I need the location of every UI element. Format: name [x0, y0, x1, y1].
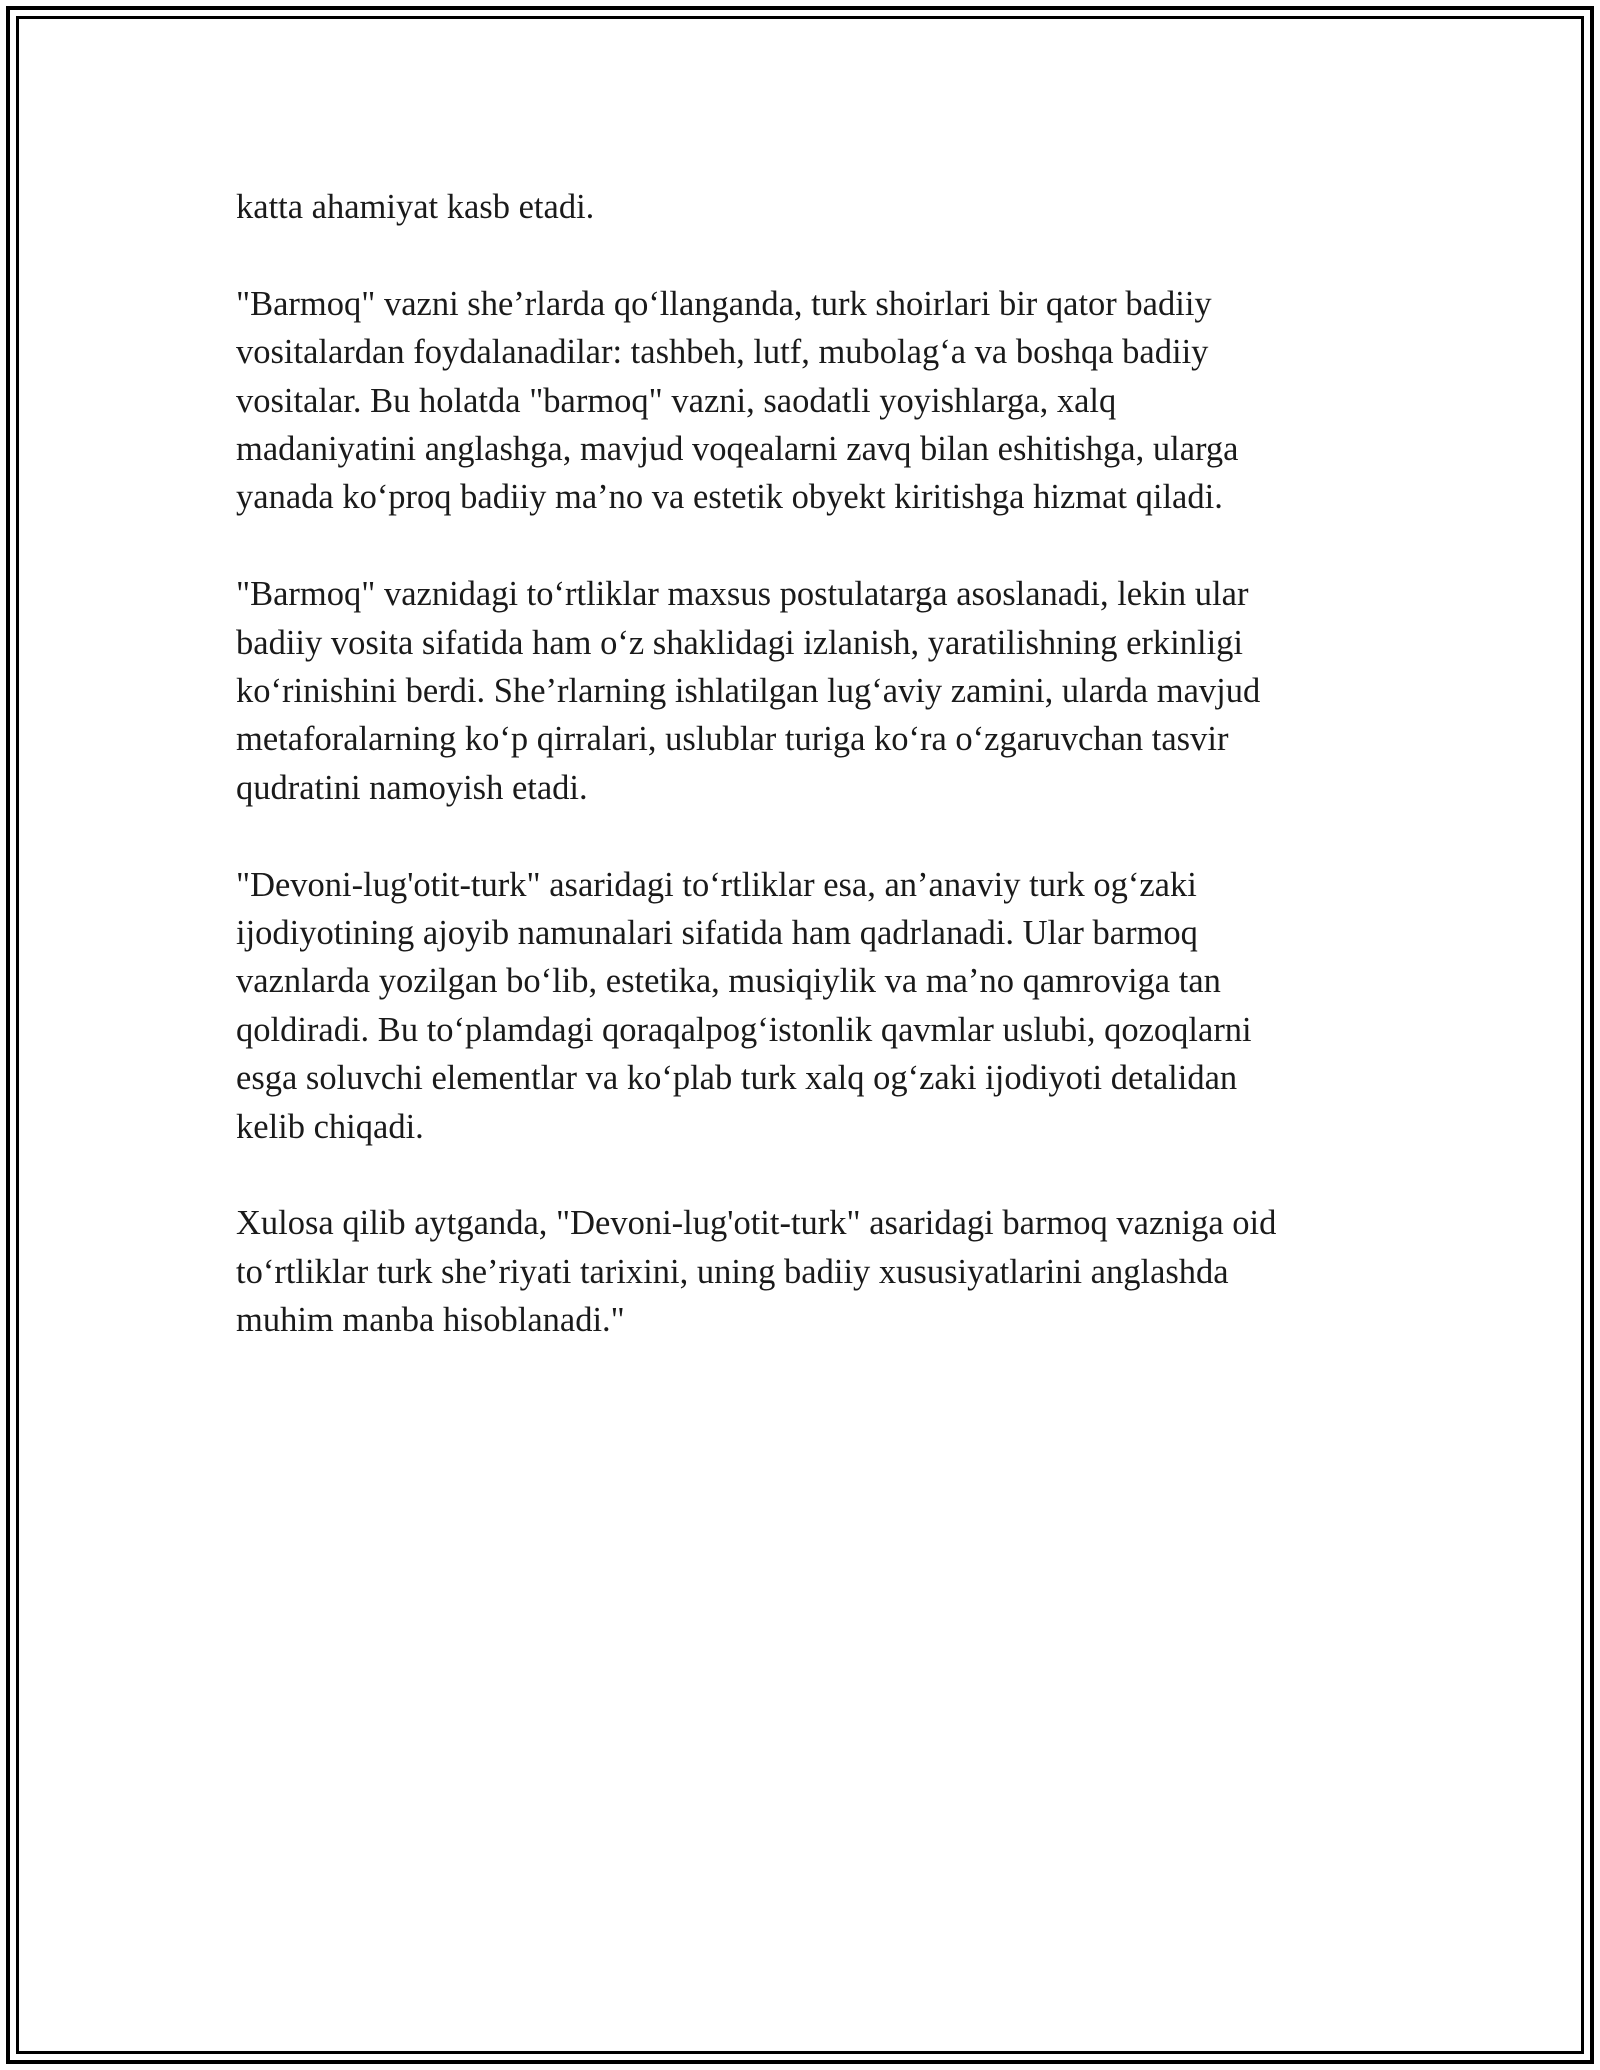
- text-line: badiiy vosita sifatida ham o‘z shaklidagi izlanish, yaratilishning erkinligi: [236, 623, 1243, 662]
- paragraph-3: [236, 570, 1386, 812]
- text-line: esga soluvchi elementlar va ko‘plab turk xalq og‘zaki ijodiyoti detalidan: [236, 1059, 1238, 1098]
- paragraph-1: [236, 183, 1386, 231]
- text-line: to‘rtliklar turk she’riyati tarixini, uning badiiy xususiyatlarini anglashda: [236, 1252, 1229, 1291]
- text-line: madaniyatini anglashga, mavjud voqealarni zavq bilan eshitishga, ularga: [236, 430, 1239, 469]
- text-line: yanada ko‘proq badiiy ma’no va estetik obyekt kiritishga hizmat qiladi.: [236, 478, 1223, 517]
- text-line: ijodiyotining ajoyib namunalari sifatida ham qadrlanadi. Ular barmoq: [236, 914, 1198, 953]
- text-line: metaforalarning ko‘p qirralari, uslublar turiga ko‘ra o‘zgaruvchan tasvir: [236, 720, 1229, 759]
- text-line: "Devoni-lug'otit-turk" asaridagi to‘rtliklar esa, an’anaviy turk og‘zaki: [236, 865, 1197, 904]
- text-line: Xulosa qilib aytganda, "Devoni-lug'otit-turk" asaridagi barmoq vazniga oid: [236, 1204, 1277, 1243]
- text-line: qudratini namoyish etadi.: [236, 768, 588, 807]
- text-line: "Barmoq" vazni she’rlarda qo‘llanganda, turk shoirlari bir qator badiiy: [236, 284, 1212, 323]
- paragraph-4: [236, 861, 1386, 1151]
- document-body: [236, 183, 1386, 1393]
- text-line: katta ahamiyat kasb etadi.: [236, 188, 595, 226]
- text-line: kelib chiqadi.: [236, 1107, 424, 1146]
- text-line: qoldiradi. Bu to‘plamdagi qoraqalpog‘istonlik qavmlar uslubi, qozoqlarni: [236, 1010, 1252, 1049]
- text-line: ko‘rinishini berdi. She’rlarning ishlatilgan lug‘aviy zamini, ularda mavjud: [236, 672, 1261, 711]
- paragraph-5: [236, 1199, 1386, 1344]
- text-line: muhim manba hisoblanadi.": [236, 1301, 625, 1340]
- text-line: vositalar. Bu holatda "barmoq" vazni, saodatli yoyishlarga, xalq: [236, 381, 1117, 420]
- text-line: vositalardan foydalanadilar: tashbeh, lutf, mubolag‘a va boshqa badiiy: [236, 333, 1209, 372]
- text-line: "Barmoq" vaznidagi to‘rtliklar maxsus postulatarga asoslanadi, lekin ular: [236, 575, 1249, 614]
- text-line: vaznlarda yozilgan bo‘lib, estetika, musiqiylik va ma’no qamroviga tan: [236, 962, 1221, 1001]
- paragraph-2: [236, 280, 1386, 522]
